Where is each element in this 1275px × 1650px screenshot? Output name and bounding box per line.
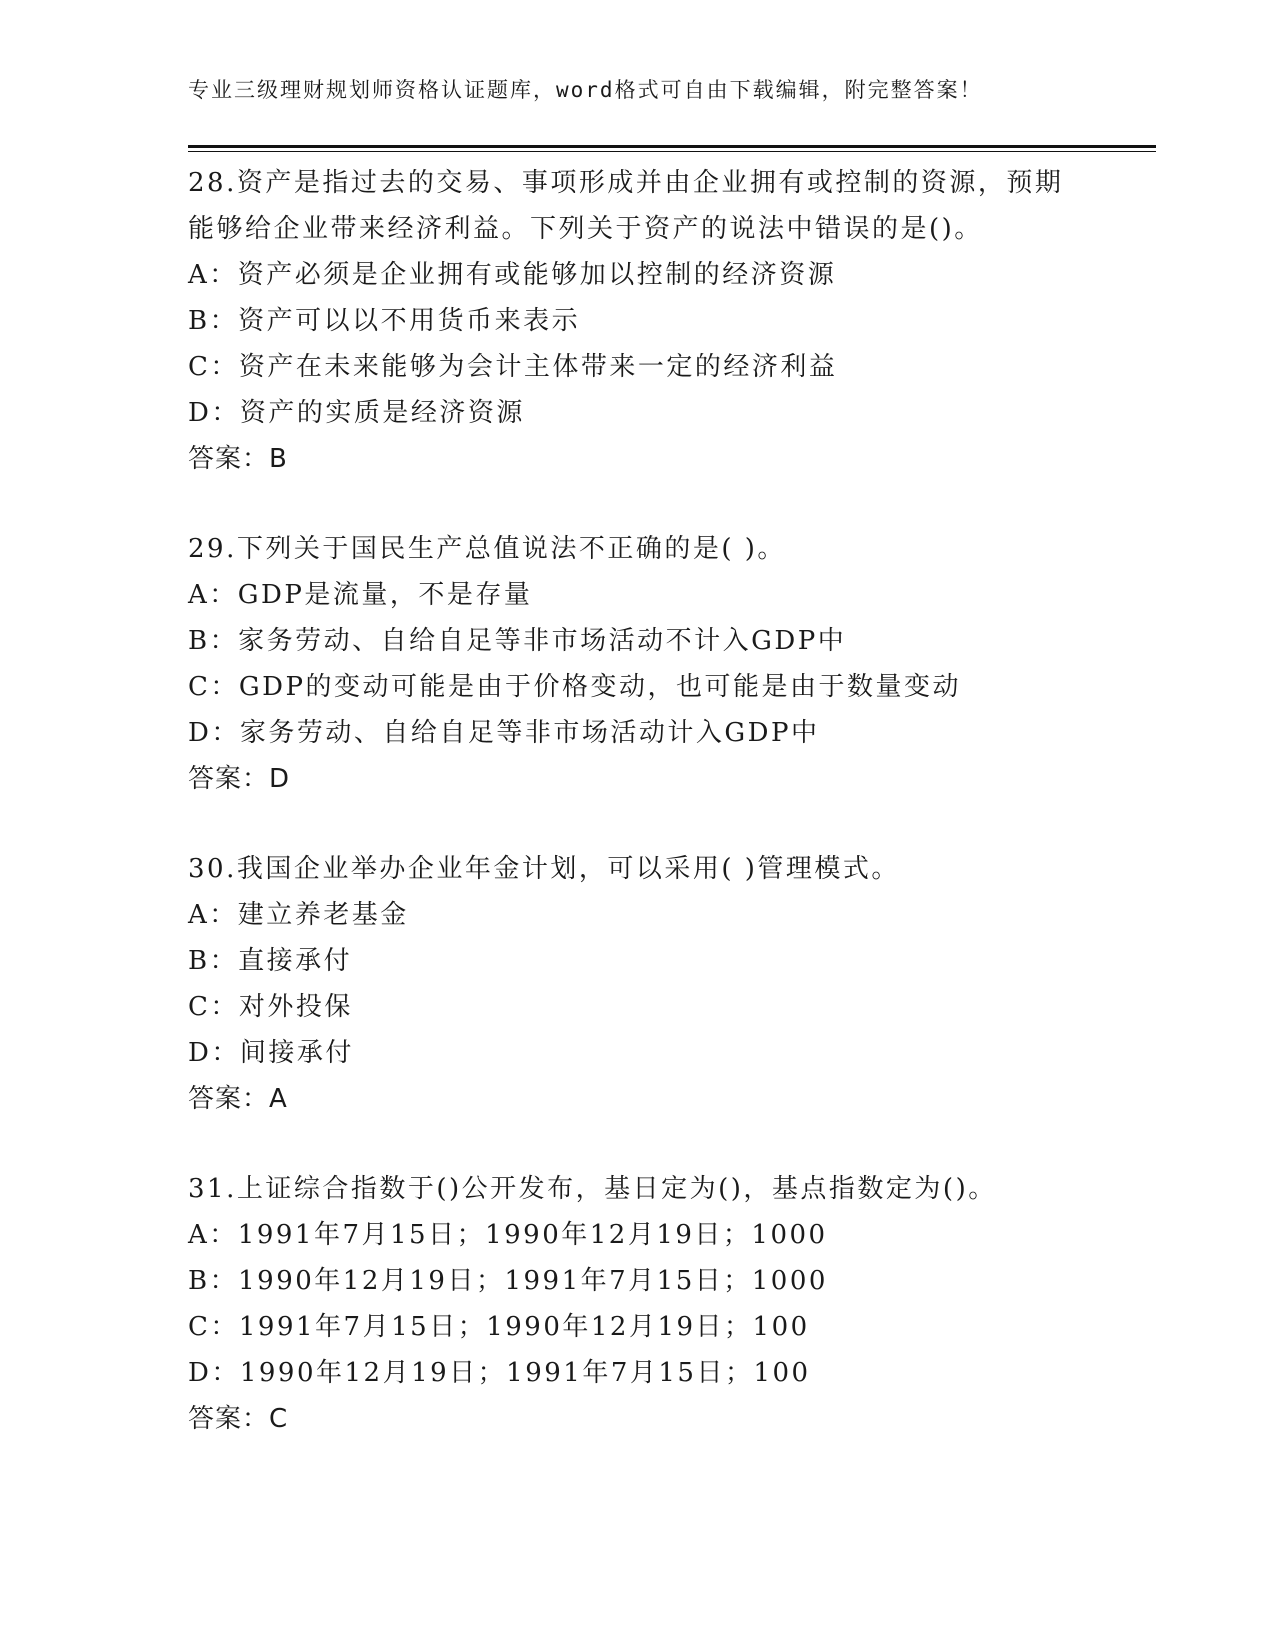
option-a: A：资产必须是企业拥有或能够加以控制的经济资源 bbox=[188, 260, 837, 290]
page-header: 专业三级理财规划师资格认证题库，word格式可自由下载编辑，附完整答案！ bbox=[188, 78, 983, 102]
question-stem: 29.下列关于国民生产总值说法不正确的是( )。 bbox=[188, 534, 786, 564]
option-c: C：GDP的变动可能是由于价格变动，也可能是由于数量变动 bbox=[188, 672, 962, 702]
answer: 答案：D bbox=[188, 764, 291, 794]
question-stem: 31.上证综合指数于()公开发布，基日定为()，基点指数定为()。 bbox=[188, 1174, 997, 1204]
question-gap bbox=[188, 482, 1088, 526]
answer: 答案：A bbox=[188, 1084, 288, 1114]
question-30 bbox=[188, 846, 1088, 1122]
question-stem: 28.资产是指过去的交易、事项形成并由企业拥有或控制的资源，预期能够给企业带来经济利益。下列关于资产的说法中错误的是()。 bbox=[188, 168, 1064, 244]
option-c: C：1991年7月15日；1990年12月19日；100 bbox=[188, 1312, 810, 1342]
option-a: A：GDP是流量，不是存量 bbox=[188, 580, 533, 610]
option-b: B：直接承付 bbox=[188, 946, 353, 976]
question-28 bbox=[188, 160, 1088, 482]
option-b: B：家务劳动、自给自足等非市场活动不计入GDP中 bbox=[188, 626, 847, 656]
option-d: D：1990年12月19日；1991年7月15日；100 bbox=[188, 1358, 811, 1388]
question-29 bbox=[188, 526, 1088, 802]
option-b: B：1990年12月19日；1991年7月15日；1000 bbox=[188, 1266, 828, 1296]
header-rule-thin bbox=[188, 151, 1156, 152]
option-d: D：家务劳动、自给自足等非市场活动计入GDP中 bbox=[188, 718, 820, 748]
option-b: B：资产可以以不用货币来表示 bbox=[188, 306, 581, 336]
option-a: A：建立养老基金 bbox=[188, 900, 409, 930]
question-gap bbox=[188, 1122, 1088, 1166]
option-c: C：对外投保 bbox=[188, 992, 353, 1022]
option-c: C：资产在未来能够为会计主体带来一定的经济利益 bbox=[188, 352, 838, 382]
header-rule-thick bbox=[188, 145, 1156, 148]
question-stem: 30.我国企业举办企业年金计划，可以采用( )管理模式。 bbox=[188, 854, 900, 884]
answer: 答案：C bbox=[188, 1404, 289, 1434]
answer: 答案：B bbox=[188, 444, 288, 474]
option-d: D：间接承付 bbox=[188, 1038, 354, 1068]
option-d: D：资产的实质是经济资源 bbox=[188, 398, 525, 428]
question-list bbox=[188, 160, 1088, 1442]
question-gap bbox=[188, 802, 1088, 846]
option-a: A：1991年7月15日；1990年12月19日；1000 bbox=[188, 1220, 828, 1250]
question-31 bbox=[188, 1166, 1088, 1442]
